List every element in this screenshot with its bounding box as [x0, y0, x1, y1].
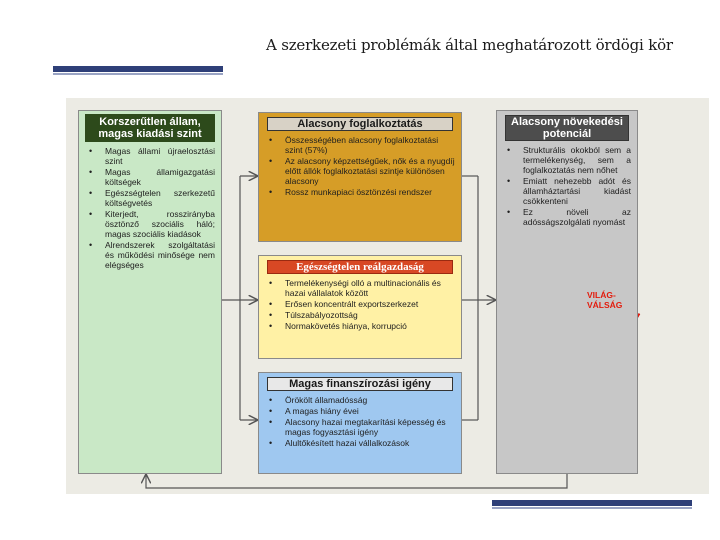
box-outdated-state-title: Korszerűtlen állam, magas kiadási szint	[85, 114, 215, 142]
box-financing-need	[258, 372, 462, 474]
box-unhealthy-economy	[258, 255, 462, 359]
arrow-feedback-loop	[146, 474, 567, 488]
list-item: • Termelékenységi olló a multinacionális és hazai vállalatok között	[265, 278, 455, 298]
list-item: • Alacsony hazai megtakarítási képesség és magas fogyasztási igény	[265, 417, 455, 437]
box-low-employment	[258, 112, 462, 242]
list-item: • Magas állami újraelosztási szint	[85, 146, 215, 166]
list-item: • Ez növeli az adósságszolgálati nyomást	[503, 207, 631, 227]
box-outdated-state	[78, 110, 222, 474]
list-item: • Kiterjedt, rosszirányba ösztönző szociális háló; magas szociális kiadások	[85, 209, 215, 239]
list-item: • Összességében alacsony foglalkoztatási szint (57%)	[265, 135, 455, 155]
slide-title: A szerkezeti problémák által meghatározott ördögi kör	[266, 36, 673, 54]
list-item: • Strukturális okokból sem a termelékenység, sem a foglalkoztatás nem nőhet	[503, 145, 631, 175]
list-item: • Rossz munkapiaci ösztönzési rendszer	[265, 187, 455, 197]
list-item: • Magas államigazgatási költségek	[85, 167, 215, 187]
box-low-employment-title: Alacsony foglalkoztatás	[267, 117, 453, 131]
world-crisis-label: VILÁG-VÁLSÁG	[587, 290, 623, 310]
list-item: • Az alacsony képzettségűek, nők és a nyugdíj előtt állók foglalkoztatási szintje különösen alacsony	[265, 156, 455, 186]
box-financing-need-title: Magas finanszírozási igény	[267, 377, 453, 391]
list-item: • Örökölt államadósság	[265, 395, 455, 405]
list-item: • Normakövetés hiánya, korrupció	[265, 321, 455, 331]
list-item: • A magas hiány évei	[265, 406, 455, 416]
list-item: • Egészségtelen szerkezetű költségvetés	[85, 188, 215, 208]
list-item: • Túlszabályozottság	[265, 310, 455, 320]
box-low-growth-title: Alacsony növekedési potenciál	[505, 115, 629, 141]
list-item: • Alultőkésített hazai vállalkozások	[265, 438, 455, 448]
list-item: • Erősen koncentrált exportszerkezet	[265, 299, 455, 309]
list-item: • Emiatt nehezebb adót és államháztartási kiadást csökkenteni	[503, 176, 631, 206]
list-item: • Alrendszerek szolgáltatási és működési minősége nem elégséges	[85, 240, 215, 270]
box-unhealthy-economy-title: Egészségtelen reálgazdaság	[267, 260, 453, 274]
